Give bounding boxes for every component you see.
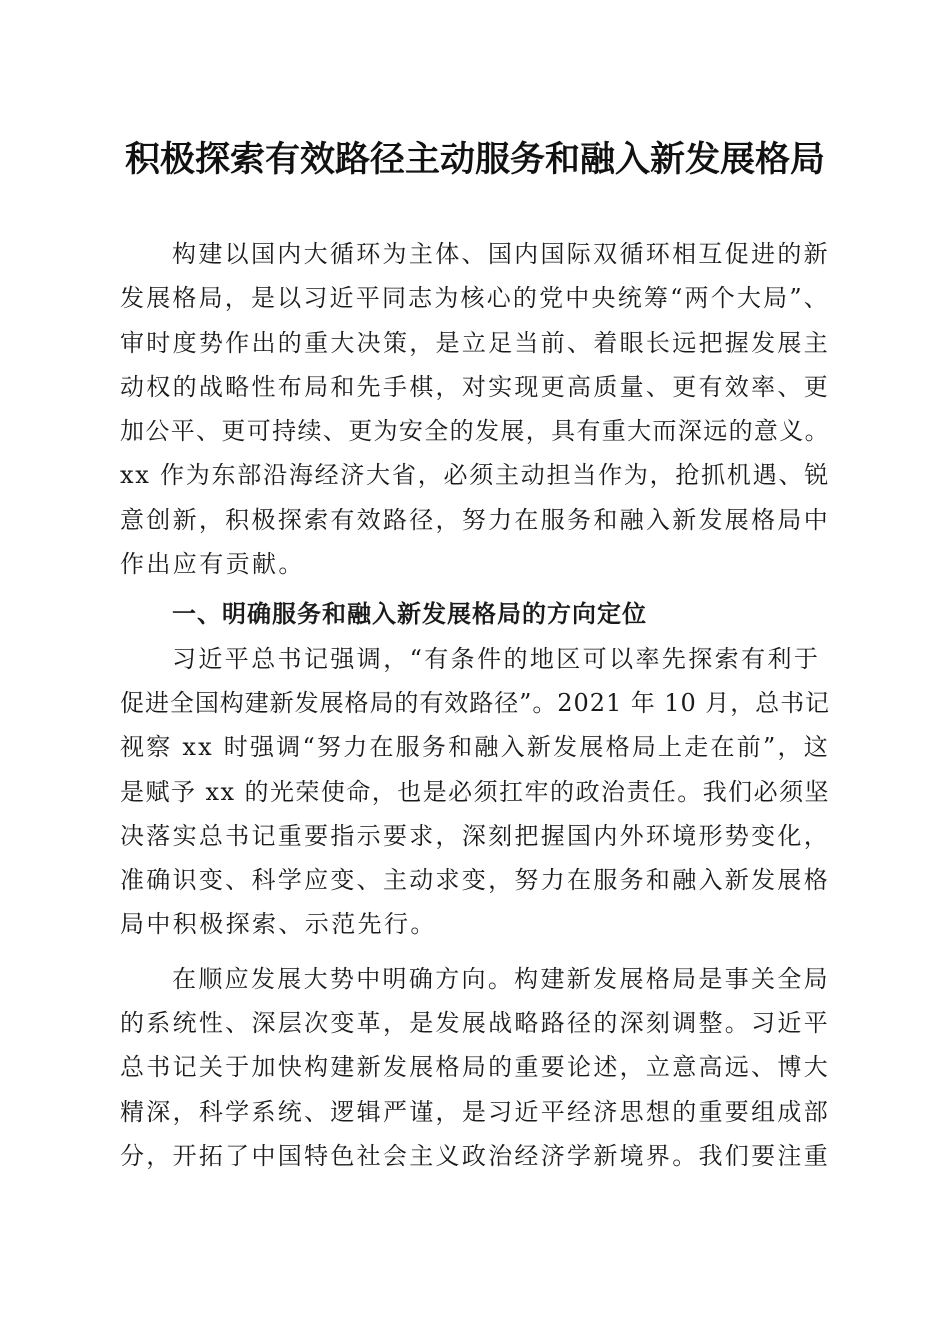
text-line: xx 作为东部沿海经济大省，必须主动担当作为，抢抓机遇、锐 [120,461,830,490]
text-line: 精深，科学系统、逻辑严谨，是习近平经济思想的重要组成部 [120,1097,830,1126]
text-line: 总书记关于加快构建新发展格局的重要论述，立意高远、博大 [120,1053,830,1082]
text-line: 动权的战略性布局和先手棋，对实现更高质量、更有效率、更 [120,372,830,401]
paragraph-spacer [120,947,830,957]
text-line: 是赋予 xx 的光荣使命，也是必须扛牢的政治责任。我们必须坚 [120,777,830,806]
text-line: 分，开拓了中国特色社会主义政治经济学新境界。我们要注重 [120,1141,830,1170]
text-line: 意创新，积极探索有效路径，努力在服务和融入新发展格局中 [120,505,830,534]
text-line: 构建以国内大循环为主体、国内国际双循环相互促进的新 [172,240,830,268]
text-line: 促进全国构建新发展格局的有效路径”。2021 年 10 月，总书记 [120,688,830,717]
text-line: 审时度势作出的重大决策，是立足当前、着眼长远把握发展主 [120,328,830,357]
text-line: 视察 xx 时强调“努力在服务和融入新发展格局上走在前”，这 [120,733,830,762]
text-line: 作出应有贡献。 [120,550,305,579]
paragraph-3 [120,957,830,1178]
paragraph-2 [120,637,830,947]
text-line: 的系统性、深层次变革，是发展战略路径的深刻调整。习近平 [120,1009,830,1038]
section-heading: 一、明确服务和融入新发展格局的方向定位 [172,600,647,629]
text-line: 加公平、更可持续、更为安全的发展，具有重大而深远的意义。 [120,417,830,446]
text-line: 在顺应发展大势中明确方向。构建新发展格局是事关全局 [172,964,830,993]
text-line: 局中积极探索、示范先行。 [120,910,437,939]
text-line: 决落实总书记重要指示要求，深刻把握国内外环境形势变化， [120,821,830,850]
paragraph-1 [120,232,830,586]
document-body [120,232,830,1178]
document-title: 积极探索有效路径主动服务和融入新发展格局 [124,139,825,180]
text-line: 准确识变、科学应变、主动求变，努力在服务和融入新发展格 [120,866,830,895]
text-line: 发展格局，是以习近平同志为核心的党中央统筹“两个大局”、 [120,284,830,313]
text-line: 习近平总书记强调，“有条件的地区可以率先探索有利于 [172,644,821,673]
